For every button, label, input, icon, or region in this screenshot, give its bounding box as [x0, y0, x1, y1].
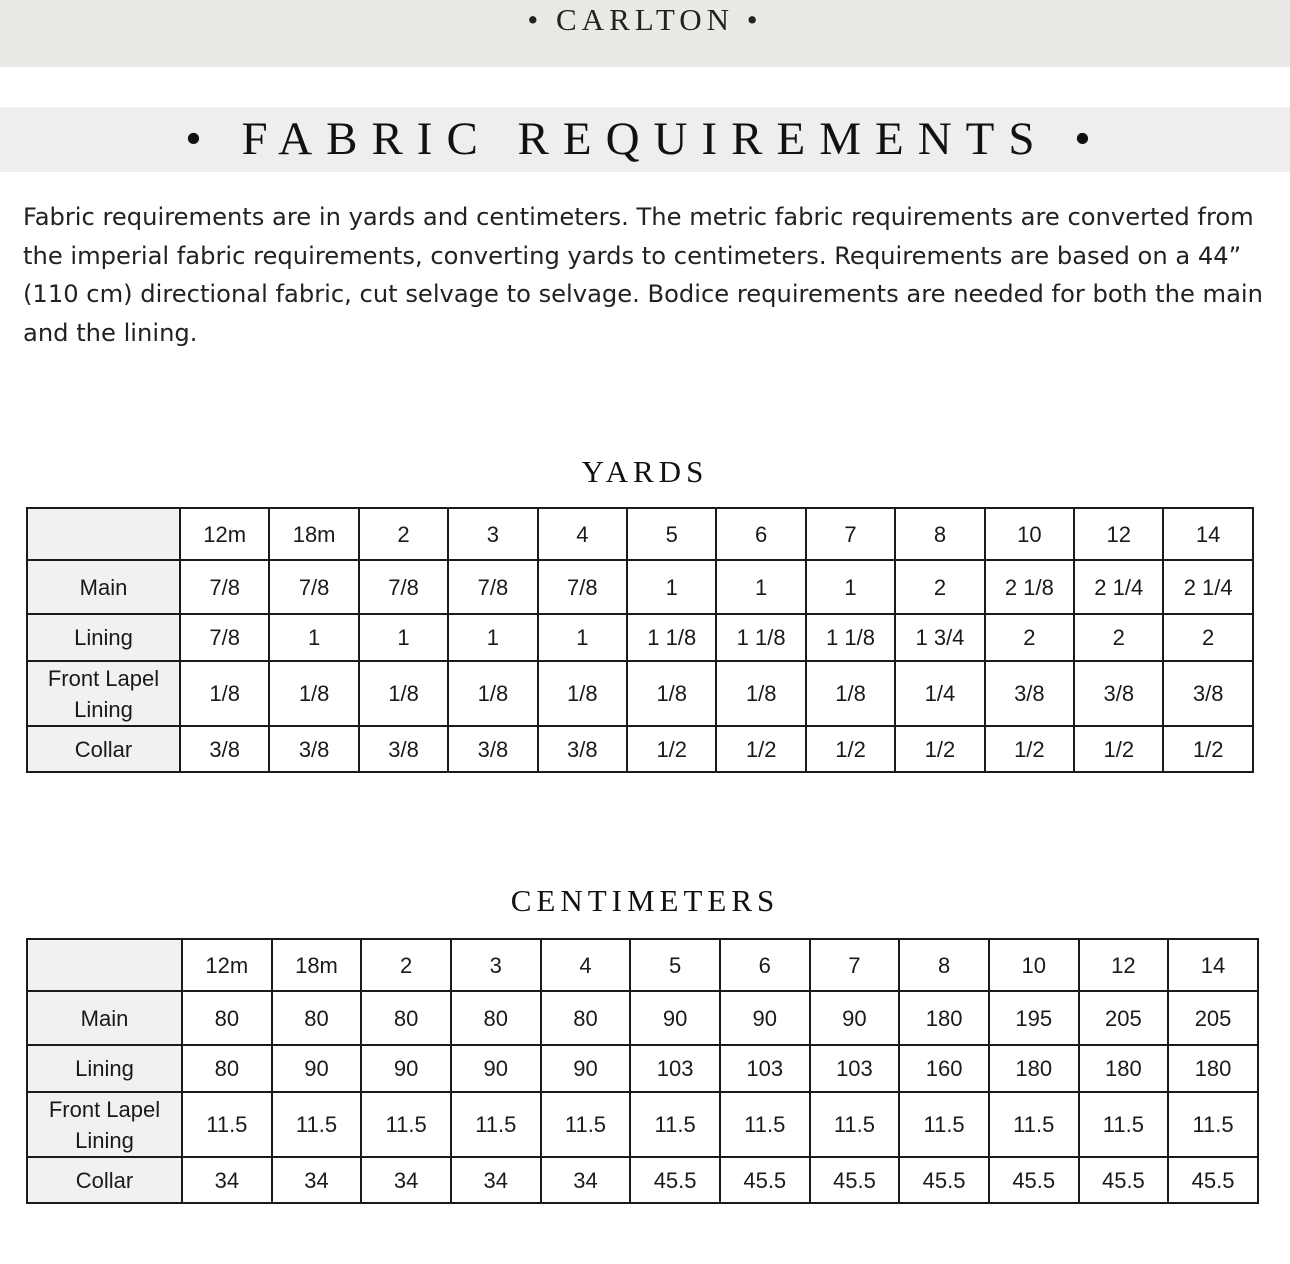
- table-cell: 7/8: [538, 560, 627, 614]
- table-cell: 80: [451, 991, 541, 1045]
- table-cell: 90: [451, 1045, 541, 1092]
- size-header: 18m: [269, 508, 358, 560]
- table-cell: 1/8: [359, 661, 448, 726]
- size-header: 10: [985, 508, 1074, 560]
- table-cell: 1: [359, 614, 448, 661]
- table-cell: 11.5: [182, 1092, 272, 1157]
- row-label: Main: [27, 991, 182, 1045]
- row-label: Main: [27, 560, 180, 614]
- table-cell: 45.5: [1168, 1157, 1258, 1203]
- table-cell: 34: [182, 1157, 272, 1203]
- table-cell: 1 1/8: [627, 614, 716, 661]
- centimeters-table: [26, 938, 1259, 1204]
- table-cell: 1/8: [627, 661, 716, 726]
- table-cell: 7/8: [269, 560, 358, 614]
- table-cell: 1/8: [538, 661, 627, 726]
- table-cell: 7/8: [180, 560, 269, 614]
- section-title: • FABRIC REQUIREMENTS •: [185, 113, 1105, 165]
- size-header: 4: [538, 508, 627, 560]
- table-cell: 11.5: [541, 1092, 631, 1157]
- table-cell: 1/2: [716, 726, 805, 772]
- row-label: Lining: [27, 614, 180, 661]
- table-cell: 80: [182, 991, 272, 1045]
- table-cell: 7/8: [359, 560, 448, 614]
- table-cell: 11.5: [1079, 1092, 1169, 1157]
- table-cell: 2 1/8: [985, 560, 1074, 614]
- table-cell: 1 1/8: [716, 614, 805, 661]
- table-cell: 80: [361, 991, 451, 1045]
- size-header: 7: [806, 508, 895, 560]
- table-cell: 90: [630, 991, 720, 1045]
- table-cell: 2 1/4: [1074, 560, 1163, 614]
- table-cell: 1/8: [806, 661, 895, 726]
- table-cell: 45.5: [1079, 1157, 1169, 1203]
- size-header: 6: [720, 939, 810, 991]
- size-header: 8: [899, 939, 989, 991]
- size-header: 12m: [182, 939, 272, 991]
- table-cell: 2 1/4: [1163, 560, 1252, 614]
- table-cell: 180: [1079, 1045, 1169, 1092]
- table-cell: 1/2: [627, 726, 716, 772]
- table-cell: 45.5: [989, 1157, 1079, 1203]
- size-header: 8: [895, 508, 984, 560]
- table-cell: 180: [989, 1045, 1079, 1092]
- table-cell: 205: [1079, 991, 1169, 1045]
- corner-cell: [27, 508, 180, 560]
- size-header: 5: [627, 508, 716, 560]
- table-cell: 80: [272, 991, 362, 1045]
- table-cell: 45.5: [630, 1157, 720, 1203]
- table-cell: 80: [541, 991, 631, 1045]
- table-cell: 90: [810, 991, 900, 1045]
- size-header: 12m: [180, 508, 269, 560]
- corner-cell: [27, 939, 182, 991]
- row-label: Collar: [27, 726, 180, 772]
- table-cell: 2: [1163, 614, 1252, 661]
- size-header: 6: [716, 508, 805, 560]
- table-row: [27, 1157, 1258, 1203]
- table-row: [27, 614, 1253, 661]
- table-cell: 1/2: [985, 726, 1074, 772]
- size-header: 12: [1074, 508, 1163, 560]
- table-row: [27, 726, 1253, 772]
- table-cell: 180: [899, 991, 989, 1045]
- size-header: 10: [989, 939, 1079, 991]
- table-cell: 80: [182, 1045, 272, 1092]
- table-cell: 1/2: [1074, 726, 1163, 772]
- table-row: [27, 991, 1258, 1045]
- table-cell: 1/2: [806, 726, 895, 772]
- table-cell: 90: [720, 991, 810, 1045]
- table-cell: 1 1/8: [806, 614, 895, 661]
- size-header-row: [27, 939, 1258, 991]
- table-cell: 7/8: [180, 614, 269, 661]
- table-row: [27, 1092, 1258, 1157]
- table-cell: 3/8: [1074, 661, 1163, 726]
- brand-title: • CARLTON •: [527, 2, 763, 37]
- size-header: 18m: [272, 939, 362, 991]
- table-cell: 1: [538, 614, 627, 661]
- table-cell: 103: [630, 1045, 720, 1092]
- table-cell: 160: [899, 1045, 989, 1092]
- table-row: [27, 661, 1253, 726]
- table-cell: 103: [720, 1045, 810, 1092]
- table-cell: 1/8: [180, 661, 269, 726]
- table-cell: 1: [627, 560, 716, 614]
- table-cell: 11.5: [451, 1092, 541, 1157]
- table-cell: 2: [1074, 614, 1163, 661]
- table-cell: 1/2: [895, 726, 984, 772]
- size-header: 4: [541, 939, 631, 991]
- size-header: 2: [359, 508, 448, 560]
- table-cell: 1: [448, 614, 537, 661]
- row-label: Front Lapel Lining: [27, 661, 180, 726]
- table-cell: 11.5: [989, 1092, 1079, 1157]
- table-cell: 1: [806, 560, 895, 614]
- intro-paragraph: Fabric requirements are in yards and centimeters. The metric fabric requirements are converted from the imperial fabric requirements, converting yards to centimeters. Requirements are based on a 44” (110 cm) directional fabric, cut selvage to selvage. Bodice requirements are needed for both the main and the lining.: [23, 203, 1263, 347]
- size-header: 7: [810, 939, 900, 991]
- table-cell: 34: [451, 1157, 541, 1203]
- row-label: Lining: [27, 1045, 182, 1092]
- table-cell: 1/4: [895, 661, 984, 726]
- size-header: 12: [1079, 939, 1169, 991]
- table-cell: 3/8: [180, 726, 269, 772]
- table-cell: 34: [272, 1157, 362, 1203]
- table-cell: 34: [361, 1157, 451, 1203]
- table-cell: 1/8: [269, 661, 358, 726]
- table-cell: 11.5: [810, 1092, 900, 1157]
- table-row: [27, 560, 1253, 614]
- table-cell: 90: [541, 1045, 631, 1092]
- table-cell: 90: [361, 1045, 451, 1092]
- size-header: 2: [361, 939, 451, 991]
- table-cell: 3/8: [269, 726, 358, 772]
- table-cell: 11.5: [272, 1092, 362, 1157]
- table-cell: 1/8: [716, 661, 805, 726]
- table-cell: 3/8: [359, 726, 448, 772]
- table-cell: 1: [716, 560, 805, 614]
- size-header: 3: [451, 939, 541, 991]
- table-cell: 34: [541, 1157, 631, 1203]
- table-cell: 180: [1168, 1045, 1258, 1092]
- table-cell: 3/8: [538, 726, 627, 772]
- table-cell: 3/8: [985, 661, 1074, 726]
- table-cell: 2: [985, 614, 1074, 661]
- table-cell: 2: [895, 560, 984, 614]
- table-cell: 11.5: [630, 1092, 720, 1157]
- yards-table-title: YARDS: [581, 454, 709, 489]
- table-cell: 3/8: [448, 726, 537, 772]
- table-cell: 45.5: [899, 1157, 989, 1203]
- table-cell: 45.5: [720, 1157, 810, 1203]
- table-cell: 45.5: [810, 1157, 900, 1203]
- table-cell: 1/2: [1163, 726, 1252, 772]
- table-cell: 195: [989, 991, 1079, 1045]
- table-cell: 11.5: [720, 1092, 810, 1157]
- table-cell: 205: [1168, 991, 1258, 1045]
- table-cell: 3/8: [1163, 661, 1252, 726]
- table-cell: 1/8: [448, 661, 537, 726]
- table-cell: 11.5: [1168, 1092, 1258, 1157]
- size-header: 14: [1168, 939, 1258, 991]
- yards-table: [26, 507, 1254, 773]
- table-cell: 7/8: [448, 560, 537, 614]
- table-cell: 90: [272, 1045, 362, 1092]
- size-header: 5: [630, 939, 720, 991]
- table-cell: 11.5: [361, 1092, 451, 1157]
- size-header: 14: [1163, 508, 1252, 560]
- table-cell: 1: [269, 614, 358, 661]
- table-cell: 103: [810, 1045, 900, 1092]
- table-row: [27, 1045, 1258, 1092]
- centimeters-table-title: CENTIMETERS: [510, 883, 780, 918]
- size-header-row: [27, 508, 1253, 560]
- table-cell: 1 3/4: [895, 614, 984, 661]
- table-cell: 11.5: [899, 1092, 989, 1157]
- size-header: 3: [448, 508, 537, 560]
- row-label: Front Lapel Lining: [27, 1092, 182, 1157]
- row-label: Collar: [27, 1157, 182, 1203]
